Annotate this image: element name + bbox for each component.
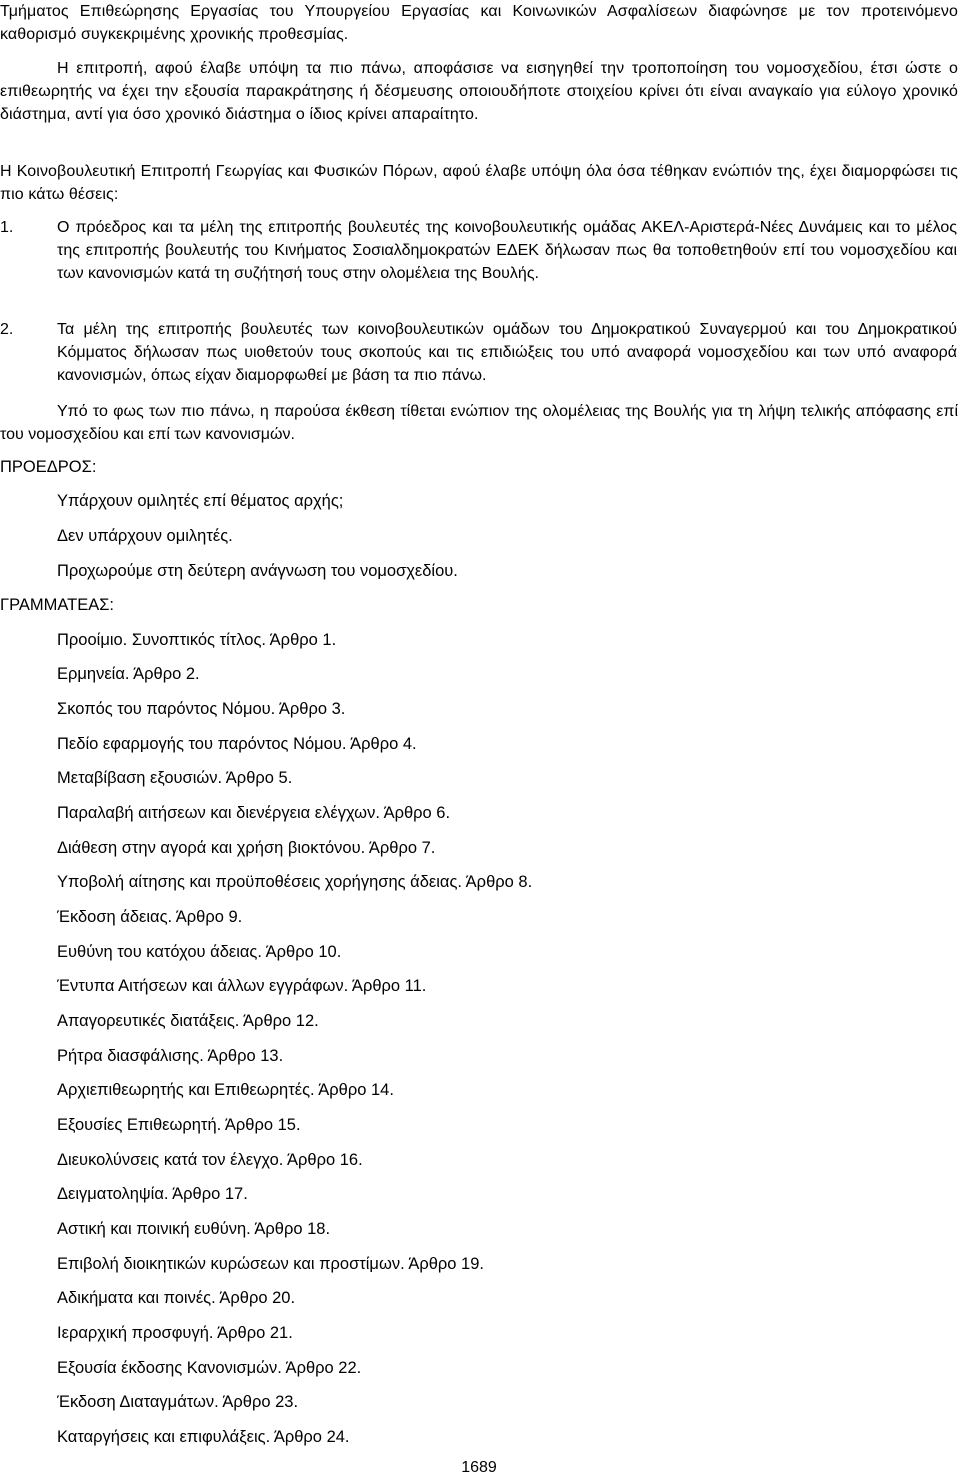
list-item-number-1: 1. <box>0 219 14 236</box>
article-entry: Αστική και ποινική ευθύνη. Άρθρο 18. <box>57 1220 331 1238</box>
article-entry: Έκδοση άδειας. Άρθρο 9. <box>57 908 243 926</box>
president-line-1: Υπάρχουν ομιλητές επί θέματος αρχής; <box>57 492 344 510</box>
article-entry: Δειγματοληψία. Άρθρο 17. <box>57 1185 248 1203</box>
president-line-3: Προχωρούμε στη δεύτερη ανάγνωση του νομοσχεδίου. <box>57 562 458 580</box>
list-item-position-2: Τα μέλη της επιτροπής βουλευτές των κοινοβουλευτικών ομάδων του Δημοκρατικού Συναγερμού και του Δημοκρατικού Κόμματος δήλωσαν πως υιοθετούν τους σκοπούς και τις επιδιώξεις του υπό αναφορά νομοσχεδίου και των υπό αναφορά κανονισμών, όπως είχαν διαμορφωθεί με βάση τα πιο πάνω. <box>57 321 957 384</box>
article-entry: Αρχιεπιθεωρητής και Επιθεωρητές. Άρθρο 14. <box>57 1081 394 1099</box>
paragraph-intro: Τμήματος Επιθεώρησης Εργασίας του Υπουργείου Εργασίας και Κοινωνικών Ασφαλίσεων διαφώνησε με τον προτεινόμενο καθορισμό συγκεκριμένης χρονικής προθεσμίας. <box>0 3 958 43</box>
article-entry: Έντυπα Αιτήσεων και άλλων εγγράφων. Άρθρο 11. <box>57 977 427 995</box>
paragraph-conclusion: Υπό το φως των πιο πάνω, η παρούσα έκθεση τίθεται ενώπιον της ολομέλειας της Βουλής για τη λήψη τελικής απόφασης επί του νομοσχεδίου και επί των κανονισμών. <box>0 403 958 443</box>
article-entry: Καταργήσεις και επιφυλάξεις. Άρθρο 24. <box>57 1428 350 1446</box>
article-entry: Ρήτρα διασφάλισης. Άρθρο 13. <box>57 1047 284 1065</box>
president-line-2: Δεν υπάρχουν ομιλητές. <box>57 527 233 545</box>
speaker-label-secretary: ΓΡΑΜΜΑΤΕΑΣ: <box>0 596 115 614</box>
paragraph-committee-decision: Η επιτροπή, αφού έλαβε υπόψη τα πιο πάνω, αποφάσισε να εισηγηθεί την τροποποίηση του νομοσχεδίου, έτσι ώστε ο επιθεωρητής να έχει την εξουσία παρακράτησης ή δέσμευσης οποιουδήποτε στοιχείου κρίνει ότι είναι αναγκαίο για εύλογο χρονικό διάστημα, αντί για όσο χρονικό διάστημα ο ίδιος κρίνει απαραίτητο. <box>0 60 958 123</box>
page-number: 1689 <box>461 1459 497 1476</box>
article-entry: Σκοπός του παρόντος Νόμου. Άρθρο 3. <box>57 700 346 718</box>
article-entry: Υποβολή αίτησης και προϋποθέσεις χορήγησης άδειας. Άρθρο 8. <box>57 873 533 891</box>
article-entry: Προοίμιο. Συνοπτικός τίτλος. Άρθρο 1. <box>57 631 337 649</box>
article-entry: Παραλαβή αιτήσεων και διενέργεια ελέγχων. Άρθρο 6. <box>57 804 451 822</box>
paragraph-committee-positions: Η Κοινοβουλευτική Επιτροπή Γεωργίας και Φυσικών Πόρων, αφού έλαβε υπόψη όλα όσα τέθηκαν ενώπιόν της, έχει διαμορφώσει τις πιο κάτω θέσεις: <box>0 163 958 203</box>
article-entry: Επιβολή διοικητικών κυρώσεων και προστίμων. Άρθρο 19. <box>57 1255 484 1273</box>
article-entry: Εξουσίες Επιθεωρητή. Άρθρο 15. <box>57 1116 301 1134</box>
article-entry: Διευκολύνσεις κατά τον έλεγχο. Άρθρο 16. <box>57 1151 363 1169</box>
list-item-number-2: 2. <box>0 321 14 338</box>
article-entry: Ευθύνη του κατόχου άδειας. Άρθρο 10. <box>57 943 342 961</box>
article-entry: Εξουσία έκδοσης Κανονισμών. Άρθρο 22. <box>57 1359 362 1377</box>
article-entry: Απαγορευτικές διατάξεις. Άρθρο 12. <box>57 1012 319 1030</box>
speaker-label-president: ΠΡΟΕΔΡΟΣ: <box>0 458 97 476</box>
article-entry: Πεδίο εφαρμογής του παρόντος Νόμου. Άρθρο 4. <box>57 735 417 753</box>
article-entry: Έκδοση Διαταγμάτων. Άρθρο 23. <box>57 1393 299 1411</box>
article-entry: Ερμηνεία. Άρθρο 2. <box>57 665 200 683</box>
article-entry: Διάθεση στην αγορά και χρήση βιοκτόνου. Άρθρο 7. <box>57 839 436 857</box>
article-entry: Αδικήματα και ποινές. Άρθρο 20. <box>57 1289 296 1307</box>
list-item-position-1: Ο πρόεδρος και τα μέλη της επιτροπής βουλευτές της κοινοβουλευτικής ομάδας ΑΚΕΛ-Αριστερά-Νέες Δυνάμεις και το μέλος της επιτροπής βουλευτής του Κινήματος Σοσιαλδημοκρατών ΕΔΕΚ δήλωσαν πως θα τοποθετηθούν επί του νομοσχεδίου και των κανονισμών κατά τη συζήτησή τους στην ολομέλεια της Βουλής. <box>57 219 957 282</box>
article-entry: Ιεραρχική προσφυγή. Άρθρο 21. <box>57 1324 293 1342</box>
article-entry: Μεταβίβαση εξουσιών. Άρθρο 5. <box>57 769 293 787</box>
